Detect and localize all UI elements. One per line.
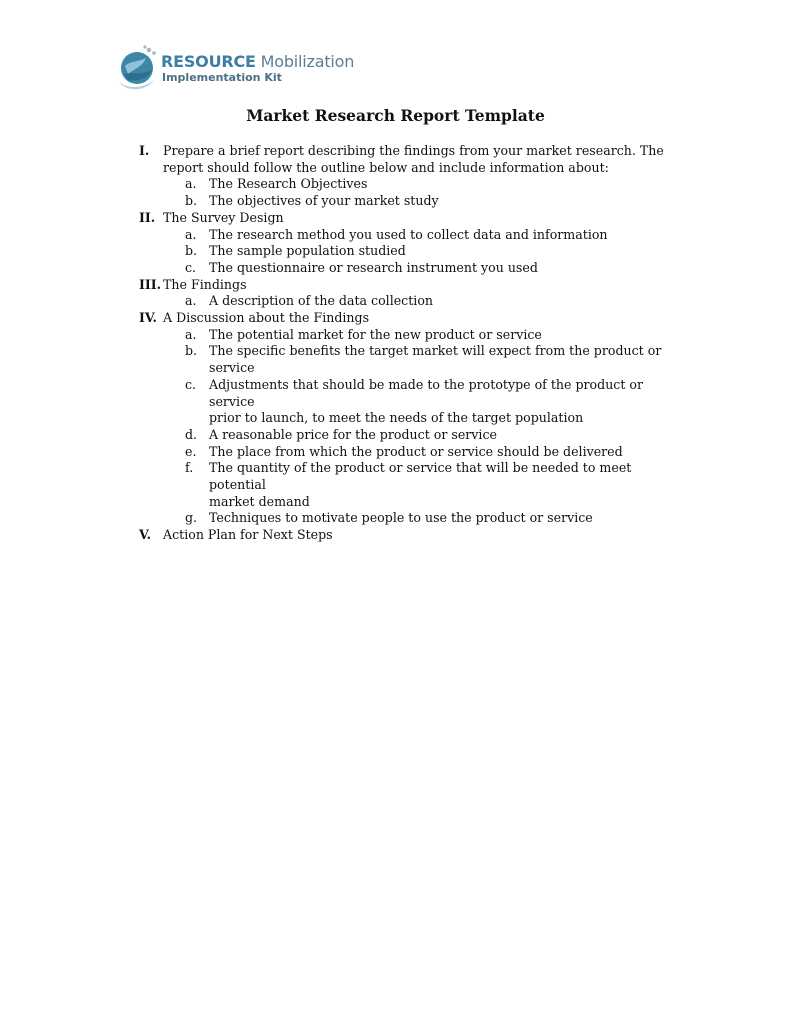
item-letter: a. xyxy=(185,293,197,309)
logo-wordmark xyxy=(161,52,354,71)
logo-subtitle: Implementation Kit xyxy=(162,71,282,84)
outline-section xyxy=(139,210,679,227)
outline-item xyxy=(139,510,679,527)
item-text-line: The potential market for the new product or service xyxy=(209,326,542,342)
item-letter: f. xyxy=(185,460,194,476)
item-text-line: The specific benefits the target market will expect from the product or xyxy=(209,343,662,359)
section-numeral: V. xyxy=(139,527,151,543)
outline-item xyxy=(139,377,679,427)
section-heading-line: report should follow the outline below and include information about: xyxy=(163,159,609,175)
outline-item xyxy=(139,444,679,461)
section-heading-line: Action Plan for Next Steps xyxy=(163,527,333,543)
resource-mobilization-logo xyxy=(116,44,356,94)
section-heading-line: The Survey Design xyxy=(163,209,284,225)
outline-item xyxy=(139,343,679,376)
outline-section xyxy=(139,143,679,176)
item-letter: a. xyxy=(185,226,197,242)
outline-item xyxy=(139,460,679,510)
outline-item xyxy=(139,327,679,344)
outline-item xyxy=(139,427,679,444)
section-numeral: II. xyxy=(139,209,156,225)
item-letter: a. xyxy=(185,176,197,192)
item-text-line: The research method you used to collect data and information xyxy=(209,226,608,242)
globe-hand-logo-icon xyxy=(116,44,160,94)
report-outline xyxy=(139,143,679,544)
item-letter: g. xyxy=(185,510,198,526)
item-text-line: market demand xyxy=(209,493,310,509)
section-heading-line: Prepare a brief report describing the findings from your market research. The xyxy=(163,143,664,158)
outline-item xyxy=(139,243,679,260)
item-letter: d. xyxy=(185,426,198,442)
outline-item xyxy=(139,227,679,244)
document-title: Market Research Report Template xyxy=(246,106,545,125)
item-text-line: A description of the data collection xyxy=(209,293,434,309)
item-text-line: The place from which the product or service should be delivered xyxy=(209,443,623,459)
outline-section xyxy=(139,277,679,294)
section-heading-line: The Findings xyxy=(163,276,247,292)
item-letter: c. xyxy=(185,376,197,392)
item-text-line: The quantity of the product or service that will be needed to meet potential xyxy=(209,460,632,493)
item-text-line: A reasonable price for the product or service xyxy=(209,426,497,442)
item-letter: a. xyxy=(185,326,197,342)
section-numeral: IV. xyxy=(139,310,157,326)
item-letter: e. xyxy=(185,443,197,459)
item-text-line: service xyxy=(209,360,255,376)
item-letter: b. xyxy=(185,193,198,209)
item-text-line: Techniques to motivate people to use the product or service xyxy=(209,510,593,526)
section-heading-line: A Discussion about the Findings xyxy=(163,310,370,326)
item-text-line: Adjustments that should be made to the prototype of the product or service xyxy=(209,376,644,409)
logo-word-bold: RESOURCE xyxy=(161,52,256,71)
item-text-line: The Research Objectives xyxy=(209,176,368,192)
outline-section xyxy=(139,527,679,544)
section-numeral: I. xyxy=(139,143,150,158)
section-numeral: III. xyxy=(139,276,162,292)
item-text-line: The questionnaire or research instrument you used xyxy=(209,259,538,275)
item-text-line: The sample population studied xyxy=(209,243,406,259)
item-text-line: prior to launch, to meet the needs of the target population xyxy=(209,410,584,426)
outline-item xyxy=(139,293,679,310)
item-letter: b. xyxy=(185,243,198,259)
item-text-line: The objectives of your market study xyxy=(209,193,439,209)
outline-item xyxy=(139,193,679,210)
outline-item xyxy=(139,176,679,193)
outline-item xyxy=(139,260,679,277)
item-letter: c. xyxy=(185,259,197,275)
logo-word-light: Mobilization xyxy=(260,52,355,71)
outline-section xyxy=(139,310,679,327)
item-letter: b. xyxy=(185,343,198,359)
